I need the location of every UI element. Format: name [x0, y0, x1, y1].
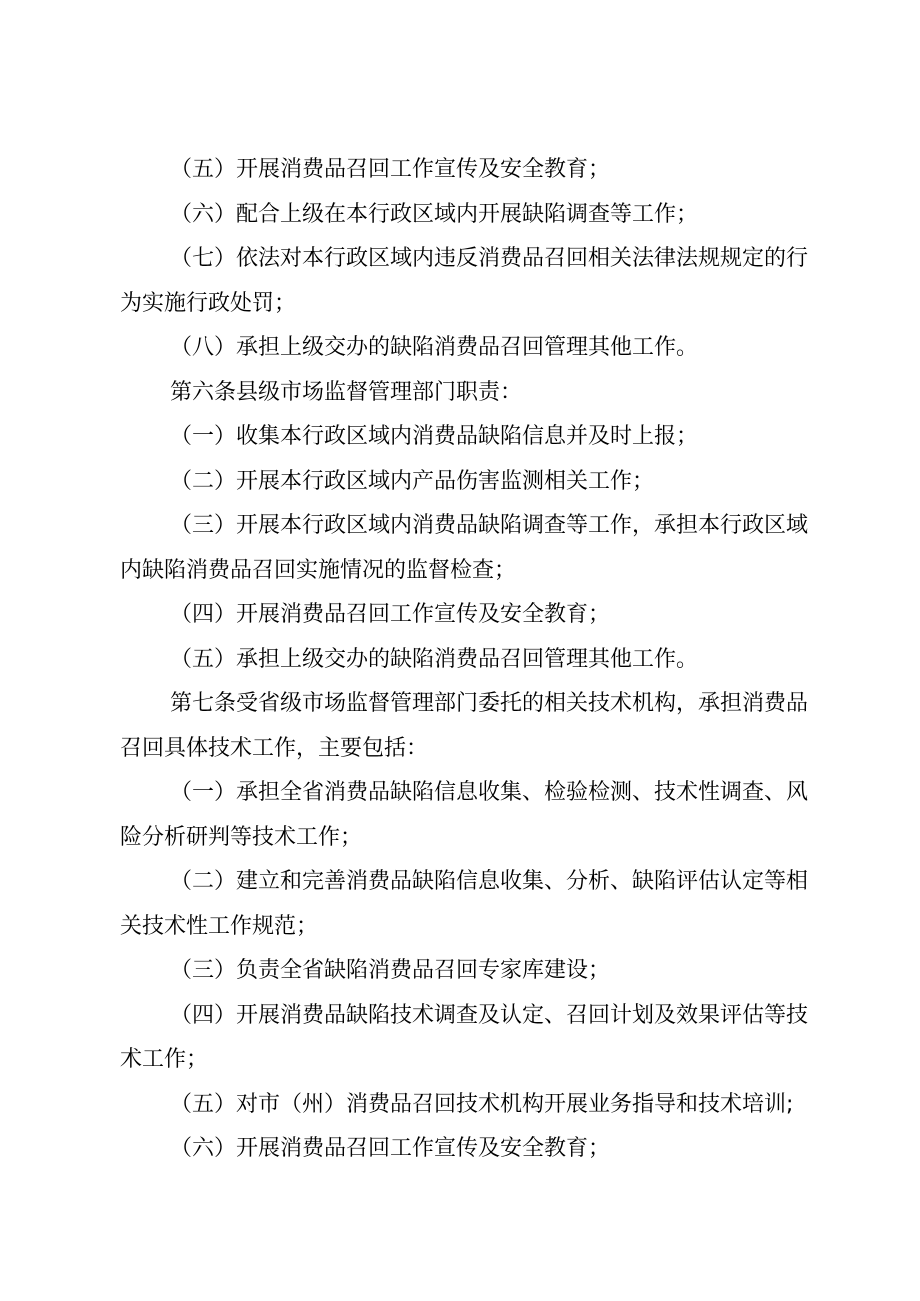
paragraph-6: （一）收集本行政区域内消费品缺陷信息并及时上报； — [170, 424, 699, 449]
paragraph-1: （五）开展消费品召回工作宣传及安全教育； — [170, 157, 611, 182]
paragraph-16: （五）对市（州）消费品召回技术机构开展业务指导和技术培训; — [170, 1091, 794, 1117]
paragraph-2: （六）配合上级在本行政区域内开展缺陷调查等工作； — [170, 201, 699, 227]
paragraph-12: （一）承担全省消费品缺陷信息收集、检验检测、技术性调查、风险分析研判等技术工作； — [120, 780, 809, 850]
paragraph-7: （二）开展本行政区域内产品伤害监测相关工作； — [170, 468, 655, 494]
paragraph-13: （二）建立和完善消费品缺陷信息收集、分析、缺陷评估认定等相关技术性工作规范； — [120, 869, 809, 939]
paragraph-14: （三）负责全省缺陷消费品召回专家库建设； — [170, 958, 611, 983]
paragraph-4: （八）承担上级交办的缺陷消费品召回管理其他工作。 — [170, 335, 699, 360]
paragraph-15: （四）开展消费品缺陷技术调查及认定、召回计划及效果评估等技术工作； — [120, 1002, 809, 1072]
paragraph-9: （四）开展消费品召回工作宣传及安全教育； — [170, 602, 611, 627]
article-6-heading: 第六条县级市场监督管理部门职责： — [170, 379, 523, 405]
document-body — [120, 148, 825, 1172]
paragraph-8: （三）开展本行政区域内消费品缺陷调查等工作，承担本行政区域内缺陷消费品召回实施情况的监督检查； — [120, 513, 809, 583]
article-7-heading: 第七条受省级市场监督管理部门委托的相关技术机构，承担消费品召回具体技术工作，主要包括： — [120, 691, 809, 761]
paragraph-17: （六）开展消费品召回工作宣传及安全教育； — [170, 1136, 611, 1161]
paragraph-3: （七）依法对本行政区域内违反消费品召回相关法律法规规定的行为实施行政处罚； — [120, 246, 809, 316]
paragraph-10: （五）承担上级交办的缺陷消费品召回管理其他工作。 — [170, 646, 699, 672]
